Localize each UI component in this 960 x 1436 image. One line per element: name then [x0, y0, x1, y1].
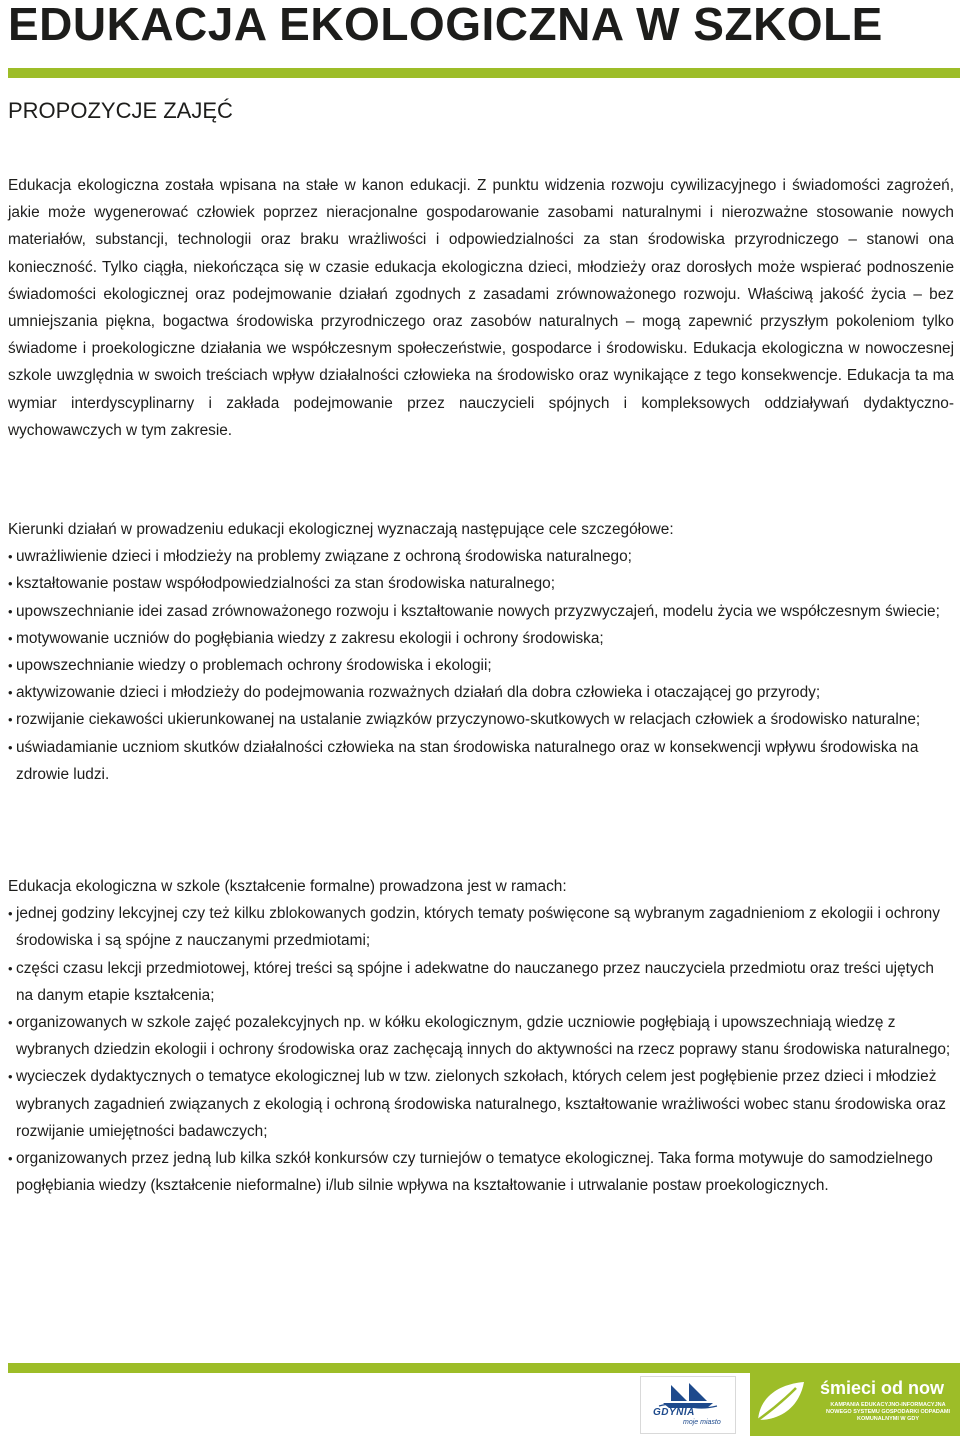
page-title: EDUKACJA EKOLOGICZNA W SZKOLE	[8, 0, 883, 50]
bullet-icon: •	[8, 1015, 13, 1031]
list-item: • aktywizowanie dzieci i młodzieży do podejmowania rozważnych działań dla dobra człowieka i otaczającej go przyrody;	[8, 679, 954, 706]
list-item: • jednej godziny lekcyjnej czy też kilku zblokowanych godzin, których tematy poświęcone są wybranym zagadnieniom z ekologii i ochrony środowiska i są spójne z nauczanymi przedmiotami;	[8, 900, 954, 954]
bullet-icon: •	[8, 685, 13, 701]
list-item: • uwrażliwienie dzieci i młodzieży na problemy związane z ochroną środowiska naturalnego;	[8, 543, 954, 570]
forms-heading: Edukacja ekologiczna w szkole (kształcenie formalne) prowadzona jest w ramach:	[8, 878, 567, 895]
bullet-icon: •	[8, 658, 13, 674]
bullet-icon: •	[8, 1069, 13, 1085]
gdynia-tagline: moje miasto	[683, 1419, 721, 1426]
bullet-icon: •	[8, 739, 13, 755]
forms-list	[8, 900, 954, 1199]
bullet-icon: •	[8, 549, 13, 565]
smieci-subtitle: KAMPANIA EDUKACYJNO-INFORMACYJNA NOWEGO SYSTEMU GOSPODARKI ODPADAMI KOMUNALNYMI W GDY	[826, 1402, 950, 1422]
intro-section	[8, 172, 954, 444]
bullet-icon: •	[8, 960, 13, 976]
list-item: • rozwijanie ciekawości ukierunkowanej na ustalanie związków przyczynowo-skutkowych w relacjach człowiek a środowisko naturalne;	[8, 706, 954, 733]
list-item: • upowszechnianie wiedzy o problemach ochrony środowiska i ekologii;	[8, 652, 954, 679]
list-item: • wycieczek dydaktycznych o tematyce ekologicznej lub w tzw. zielonych szkołach, których celem jest pogłębienie przez dzieci i młodzież wybranych zagadnień związanych z ekologią i ochroną środowiska naturalnego, kształtowanie wrażliwości wobec stanu środowiska oraz rozwijanie umiejętności badawczych;	[8, 1063, 954, 1145]
intro-paragraph: Edukacja ekologiczna została wpisana na stałe w kanon edukacji. Z punktu widzenia rozwoju cywilizacyjnego i świadomości zagrożeń, jakie może wygenerować człowiek poprzez nieracjonalne gospodarowanie zasobami naturalnymi i nierozważne stosowanie nowych materiałów, substancji, technologii oraz braku wrażliwości i odpowiedzialności za stan środowiska przyrodniczego – stanowi ona konieczność. Tylko ciągła, niekończąca się w czasie edukacja ekologiczna dzieci, młodzieży oraz dorosłych może wspierać podnoszenie świadomości ekologicznej oraz podejmowanie działań zgodnych z zasadami zrównoważonego rozwoju. Właściwą jakość życia – bez umniejszania piękna, bogactwa środowiska przyrodniczego oraz zasobów naturalnych – mogą zapewnić przyszłym pokoleniom tylko świadome i proekologiczne działania we współczesnym społeczeństwie, gospodarce i środowisku. Edukacja ekologiczna w nowoczesnej szkole uwzględnia w swoich treściach wpływ działalności człowieka na środowisko oraz wynikające z tego konsekwencje. Edukacja ta ma wymiar interdyscyplinarny i zakłada podejmowanie przez nauczycieli spójnych i kompleksowych oddziaływań dydaktyczno-wychowawczych w tym zakresie.	[8, 177, 954, 439]
list-item: • kształtowanie postaw współodpowiedzialności za stan środowiska naturalnego;	[8, 570, 954, 597]
forms-section	[8, 873, 954, 1199]
ship-icon	[657, 1381, 719, 1409]
gdynia-logo	[640, 1376, 736, 1434]
bullet-icon: •	[8, 576, 13, 592]
top-divider	[8, 68, 960, 78]
page-subtitle: PROPOZYCJE ZAJĘĆ	[8, 98, 233, 123]
list-item: • uświadamianie uczniom skutków działalności człowieka na stan środowiska naturalnego oraz w konsekwencji wpływu środowiska na zdrowie ludzi.	[8, 734, 954, 788]
smieci-od-nowa-logo	[750, 1368, 960, 1436]
smieci-title: śmieci od now	[820, 1378, 945, 1398]
goals-heading: Kierunki działań w prowadzeniu edukacji ekologicznej wyznaczają następujące cele szczegółowe:	[8, 521, 674, 538]
bullet-icon: •	[8, 630, 13, 646]
bullet-icon: •	[8, 603, 13, 619]
list-item: • organizowanych w szkole zajęć pozalekcyjnych np. w kółku ekologicznym, gdzie uczniowie pogłębiają i upowszechniają wiedzę z wybranych dziedzin ekologii i ochrony środowiska oraz zachęcają innych do aktywności na rzecz poprawy stanu środowiska naturalnego;	[8, 1009, 954, 1063]
list-item: • organizowanych przez jedną lub kilka szkół konkursów czy turniejów o tematyce ekologicznej. Taka forma motywuje do samodzielnego pogłębiania wiedzy (kształcenie nieformalne) i/lub silnie wpływa na kształtowanie i utrwalanie postaw proekologicznych.	[8, 1145, 954, 1199]
bullet-icon: •	[8, 906, 13, 922]
leaf-icon	[750, 1376, 812, 1428]
list-item: • części czasu lekcji przedmiotowej, której treści są spójne i adekwatne do nauczanego przez nauczyciela przedmiotu oraz treści ujętych na danym etapie kształcenia;	[8, 955, 954, 1009]
bullet-icon: •	[8, 1151, 13, 1167]
bullet-icon: •	[8, 712, 13, 728]
gdynia-name: GDYNIA	[653, 1407, 695, 1418]
goals-section	[8, 516, 954, 788]
goals-list	[8, 543, 954, 788]
list-item: • motywowanie uczniów do pogłębiania wiedzy z zakresu ekologii i ochrony środowiska;	[8, 625, 954, 652]
list-item: • upowszechnianie idei zasad zrównoważonego rozwoju i kształtowanie nowych przyzwyczajeń, modelu życia we współczesnym świecie;	[8, 598, 954, 625]
